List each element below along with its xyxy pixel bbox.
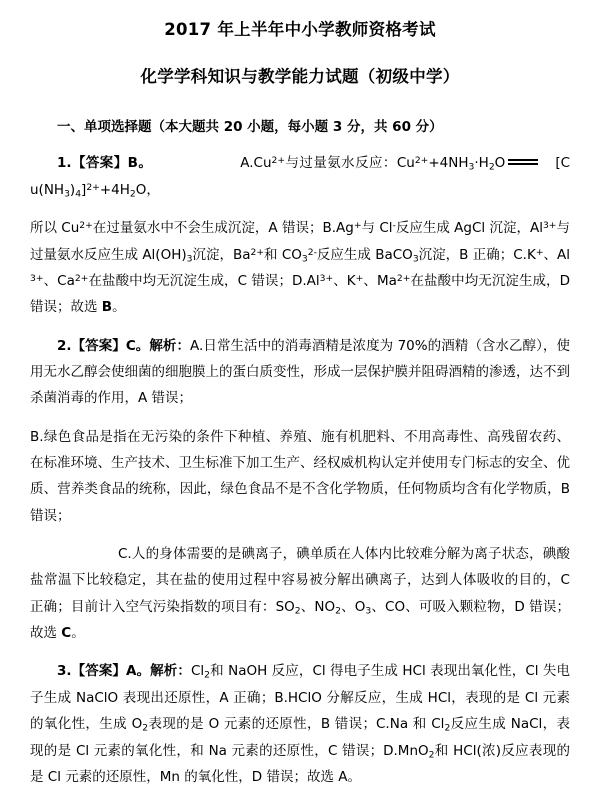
question-1-label: 1.【答案】B。	[57, 155, 153, 172]
question-2-label: 2.【答案】C。解析：	[57, 337, 191, 354]
question-2-option-a: A.日常生活中的消毒酒精是浓度为 70%的酒精（含水乙醇），使用无水乙醇会使细菌的细胞膜上的蛋白质变性，形成一层保护膜并阻碍酒精的渗透，达不到杀菌消毒的作用，A 错误；	[30, 337, 570, 407]
page-subtitle: 化学学科知识与教学能力试题（初级中学）	[140, 66, 460, 86]
question-3-body: $Cl_2$和 NaOH 反应，Cl 得电子生成 HCl 表现出氧化性，Cl 失电子生成 NaClO 表现出还原性，A 正确；B.HClO 分解反应，生成 HCl，表现的是 Cl 元素的氧化性，生成 $O_2$表现的是 O 元素的还原性，B 错误；C.Na 和 $Cl_2$反应生成 NaCl，表现的是 Cl 元素的氧化性，和 Na 元素的还原性，C 错误；D.MnO$_2$和 HCl(浓)反应表现的是 Cl 元素的还原性，Mn 的氧化性，D 错误；故选 A。	[30, 663, 570, 786]
question-1-block	[30, 150, 570, 203]
question-2-block	[30, 333, 570, 412]
question-2-option-b: B.绿色食品是指在无污染的条件下种植、养殖、施有机肥料、不用高毒性、高残留农药、在标准环境、生产技术、卫生标准下加工生产、经权威机构认定并使用专门标志的安全、优质、营养类食品的统称，因此，绿色食品不是不含化学物质，任何物质均含有化学物质，B 错误；	[30, 428, 570, 524]
section-heading: 一、单项选择题（本大题共 20 小题，每小题 3 分，共 60 分）	[57, 118, 443, 135]
question-1-equation: $A.Cu^{2+}$与过量氨水反应：$Cu^{2+}+4NH_3\cdot H_2O$ $[Cu(NH_3)_4]^{2+}+4H_2O$，	[30, 155, 571, 200]
page-title: 2017 年上半年中小学教师资格考试	[164, 20, 436, 39]
question-3-block	[30, 658, 570, 790]
question-1-body: 所以 $Cu^{2+}$在过量氨水中不会生成沉淀，A 错误；B.Ag+与 Cl-反应生成 AgCl 沉淀，$Al^{3+}$与过量氨水反应生成 $Al(OH)_3$沉淀，$Ba^{2+}$和 $CO_3^{2-}$反应生成 BaCO$_3$沉淀，B 正确；C.K+、$Al^{3+}$、$Ca^{2+}$在盐酸中均无沉淀生成，C 错误；$D.Al^{3+}$、K+、$Ma^{2+}$在盐酸中均无沉淀生成，D 错误；故选 B。	[30, 220, 571, 316]
equilibrium-arrow-icon	[508, 158, 538, 168]
question-3-label: 3.【答案】A。解析：	[57, 663, 191, 680]
question-2-option-c-wrapper: C.人的身体需要的是碘离子，碘单质在人体内比较难分解为离子状态，碘酸盐常温下比较稳定，其在盐的使用过程中容易被分解出碘离子，达到人体吸收的目的，C 正确；目前计入空气污染指数的项目有：$SO_2$、$NO_2$、$O_3$、CO、可吸入颗粒物，D 错误；故选 C。	[30, 545, 570, 642]
